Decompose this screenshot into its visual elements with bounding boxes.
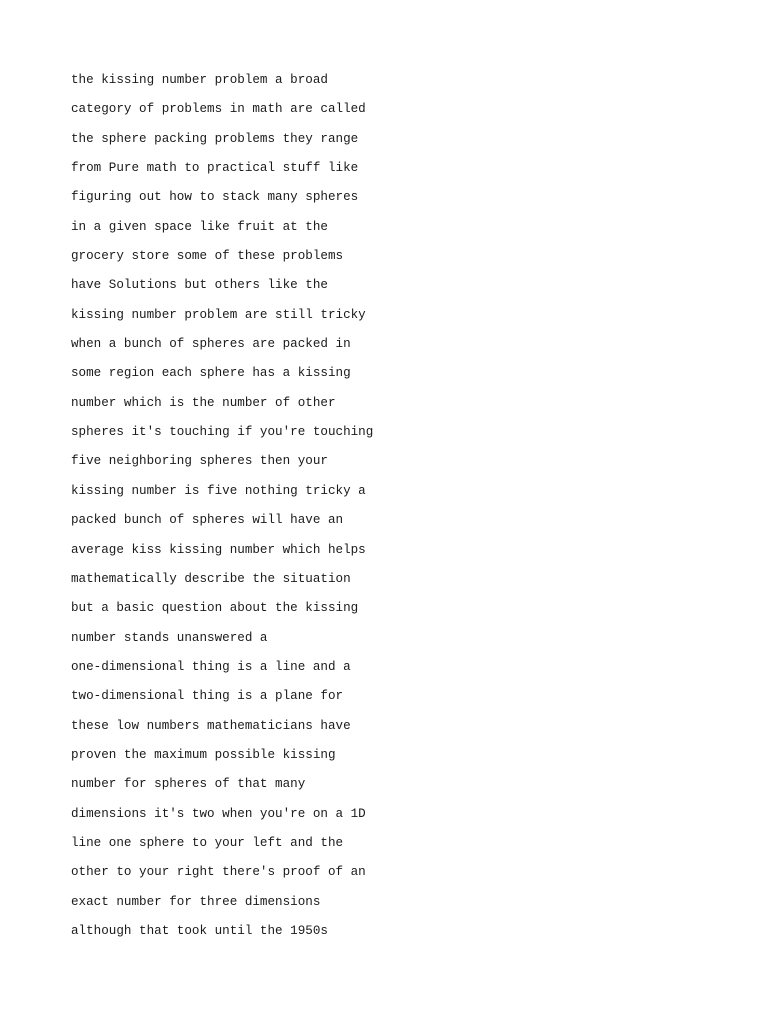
text-line: proven the maximum possible kissing bbox=[71, 747, 336, 762]
text-line: figuring out how to stack many spheres bbox=[71, 190, 359, 205]
text-line: packed bunch of spheres will have an bbox=[71, 513, 344, 528]
text-line: some region each sphere has a kissing bbox=[71, 366, 351, 381]
text-line: exact number for three dimensions bbox=[71, 894, 321, 909]
text-line: dimensions it's two when you're on a 1D bbox=[71, 806, 366, 821]
text-line: two-dimensional thing is a plane for bbox=[71, 689, 344, 704]
text-line: other to your right there's proof of an bbox=[71, 865, 366, 880]
text-line: but a basic question about the kissing bbox=[71, 601, 359, 616]
text-line: spheres it's touching if you're touching bbox=[71, 425, 374, 440]
text-line: kissing number problem are still tricky bbox=[71, 307, 366, 322]
text-line: have Solutions but others like the bbox=[71, 278, 328, 293]
text-line: number for spheres of that many bbox=[71, 777, 306, 792]
text-line: line one sphere to your left and the bbox=[71, 835, 344, 850]
text-line: category of problems in math are called bbox=[71, 102, 366, 117]
text-line: from Pure math to practical stuff like bbox=[71, 161, 359, 176]
text-line: in a given space like fruit at the bbox=[71, 219, 328, 234]
text-line: kissing number is five nothing tricky a bbox=[71, 483, 366, 498]
text-line: one-dimensional thing is a line and a bbox=[71, 659, 351, 674]
text-line: although that took until the 1950s bbox=[71, 923, 328, 938]
text-line: the sphere packing problems they range bbox=[71, 131, 359, 146]
text-line: average kiss kissing number which helps bbox=[71, 542, 366, 557]
text-line: number which is the number of other bbox=[71, 395, 336, 410]
text-line: number stands unanswered a bbox=[71, 630, 268, 645]
text-line: mathematically describe the situation bbox=[71, 571, 351, 586]
text-line: these low numbers mathematicians have bbox=[71, 718, 351, 733]
text-line: grocery store some of these problems bbox=[71, 249, 344, 264]
text-line: the kissing number problem a broad bbox=[71, 73, 328, 87]
text-line: five neighboring spheres then your bbox=[71, 454, 328, 469]
transcript-text bbox=[71, 70, 373, 950]
text-line: when a bunch of spheres are packed in bbox=[71, 337, 351, 352]
